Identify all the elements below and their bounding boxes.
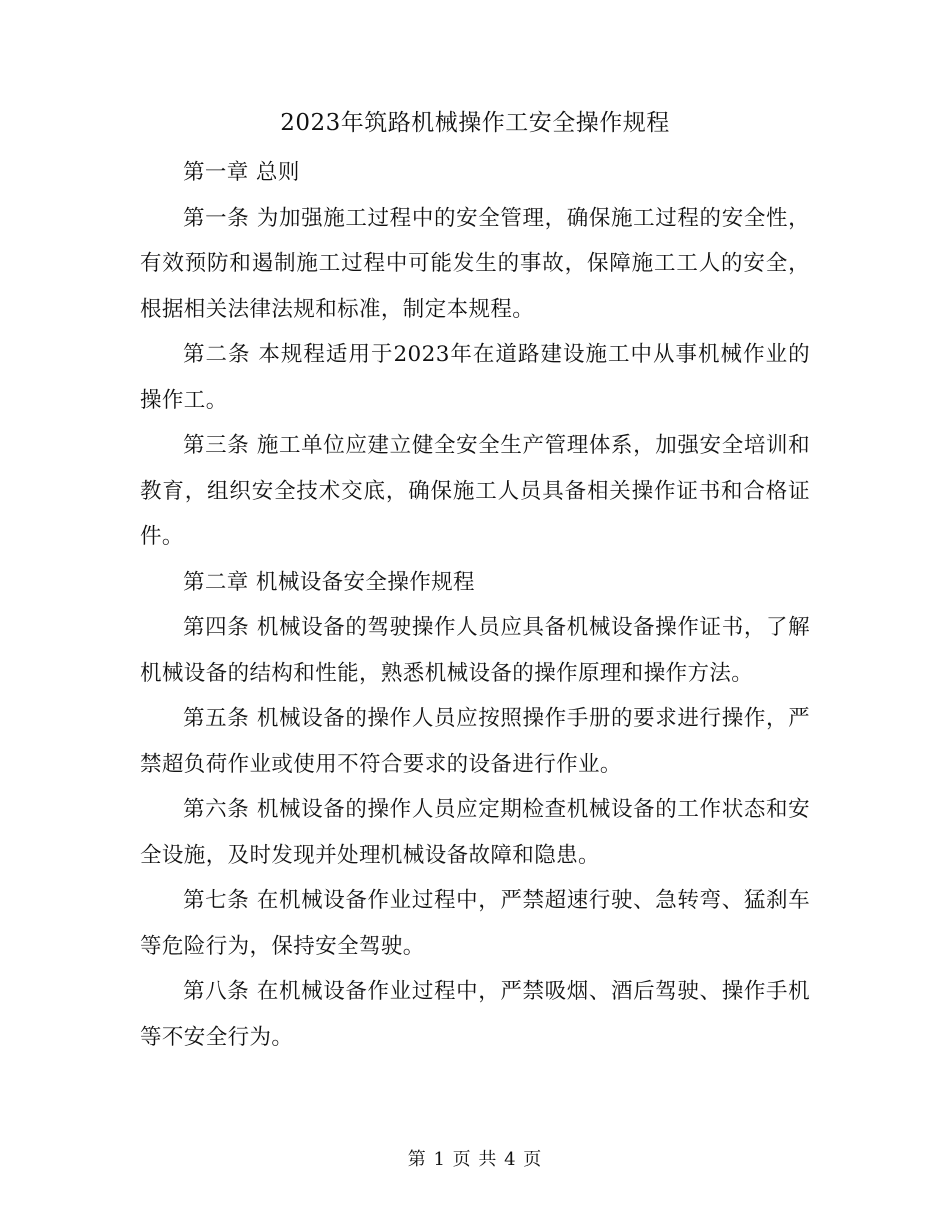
article-5: 第五条 机械设备的操作人员应按照操作手册的要求进行操作，严禁超负荷作业或使用不符合要求的设备进行作业。 (140, 706, 810, 777)
article-8: 第八条 在机械设备作业过程中，严禁吸烟、酒后驾驶、操作手机等不安全行为。 (140, 979, 810, 1050)
chapter-heading-1: 第一章 总则 (183, 160, 300, 185)
article-1: 第一条 为加强施工过程中的安全管理，确保施工过程的安全性，有效预防和遏制施工过程中可能发生的事故，保障施工工人的安全，根据相关法律法规和标准，制定本规程。 (140, 205, 810, 322)
article-7: 第七条 在机械设备作业过程中，严禁超速行驶、急转弯、猛刹车等危险行为，保持安全驾驶。 (140, 888, 810, 959)
chapter-heading-2: 第二章 机械设备安全操作规程 (183, 569, 475, 595)
document-title: 2023年筑路机械操作工安全操作规程 (280, 110, 670, 136)
article-4: 第四条 机械设备的驾驶操作人员应具备机械设备操作证书，了解机械设备的结构和性能，熟悉机械设备的操作原理和操作方法。 (140, 615, 810, 686)
document-body (140, 150, 810, 1060)
page-number-footer: 第 1 页 共 4 页 (407, 1149, 543, 1170)
article-3: 第三条 施工单位应建立健全安全生产管理体系，加强安全培训和教育，组织安全技术交底，确保施工人员具备相关操作证书和合格证件。 (140, 433, 810, 549)
article-2: 第二条 本规程适用于2023年在道路建设施工中从事机械作业的操作工。 (140, 342, 810, 413)
article-6: 第六条 机械设备的操作人员应定期检查机械设备的工作状态和安全设施，及时发现并处理机械设备故障和隐患。 (140, 797, 810, 868)
